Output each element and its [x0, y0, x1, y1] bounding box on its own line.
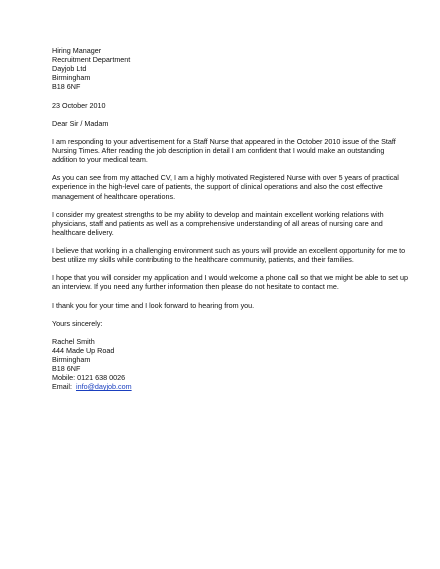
email-label: Email:: [52, 382, 72, 392]
recipient-line: B18 6NF: [52, 82, 81, 92]
closing: [52, 319, 410, 328]
recipient-line: Dayjob Ltd: [52, 64, 87, 74]
sender-email-row: [52, 382, 410, 391]
body-paragraph: [52, 210, 410, 237]
sender-mobile: Mobile: 0121 638 0026: [52, 373, 126, 383]
paragraph-text: I consider my greatest strengths to be my ability to develop and maintain excellent working relations with physicians, staff and patients as well as a comprehensive understanding of all areas of nursing care and healthcare delivery.: [52, 209, 384, 237]
email-link[interactable]: info@dayjob.com: [75, 382, 132, 392]
date-text: 23 October 2010: [52, 100, 106, 110]
sender-postcode: B18 6NF: [52, 364, 81, 374]
salutation: [52, 119, 410, 128]
sender-details: [52, 337, 410, 392]
paragraph-text: I believe that working in a challenging environment such as yours will provide an excellent opportunity for me to best utilize my skills while contributing to the healthcare community, patients, and their families.: [52, 246, 406, 265]
paragraph-text: I thank you for your time and I look forward to hearing from you.: [52, 300, 255, 310]
body-paragraph: [52, 137, 410, 164]
sender-city: Birmingham: [52, 355, 91, 365]
body-paragraph: [52, 273, 410, 291]
recipient-line: Hiring Manager: [52, 46, 102, 55]
paragraph-text: As you can see from my attached CV, I am a highly motivated Registered Nurse with over 5 years of practical experience in the high-level care of patients, the support of clinical operations and also the cost effective management of healthcare operations.: [52, 173, 399, 201]
body-paragraph: [52, 246, 410, 264]
recipient-line: Birmingham: [52, 73, 91, 83]
recipient-address: [52, 46, 410, 91]
recipient-line: Recruitment Department: [52, 55, 131, 65]
salutation-text: Dear Sir / Madam: [52, 118, 109, 128]
closing-text: Yours sincerely:: [52, 318, 103, 328]
body-paragraph: [52, 173, 410, 200]
letter-date: [52, 101, 410, 110]
sender-name: Rachel Smith: [52, 337, 95, 346]
sender-address: 444 Made Up Road: [52, 346, 115, 356]
body-paragraph: [52, 301, 410, 310]
paragraph-text: I hope that you will consider my application and I would welcome a phone call so that we might be able to set up an interview. If you need any further information then please do not hesitate to contact me.: [52, 273, 408, 292]
paragraph-text: I am responding to your advertisement for a Staff Nurse that appeared in the October 2010 issue of the Staff Nursing Times. After reading the job description in detail I am confident that I would make an outstanding addition to your medical team.: [52, 136, 396, 165]
